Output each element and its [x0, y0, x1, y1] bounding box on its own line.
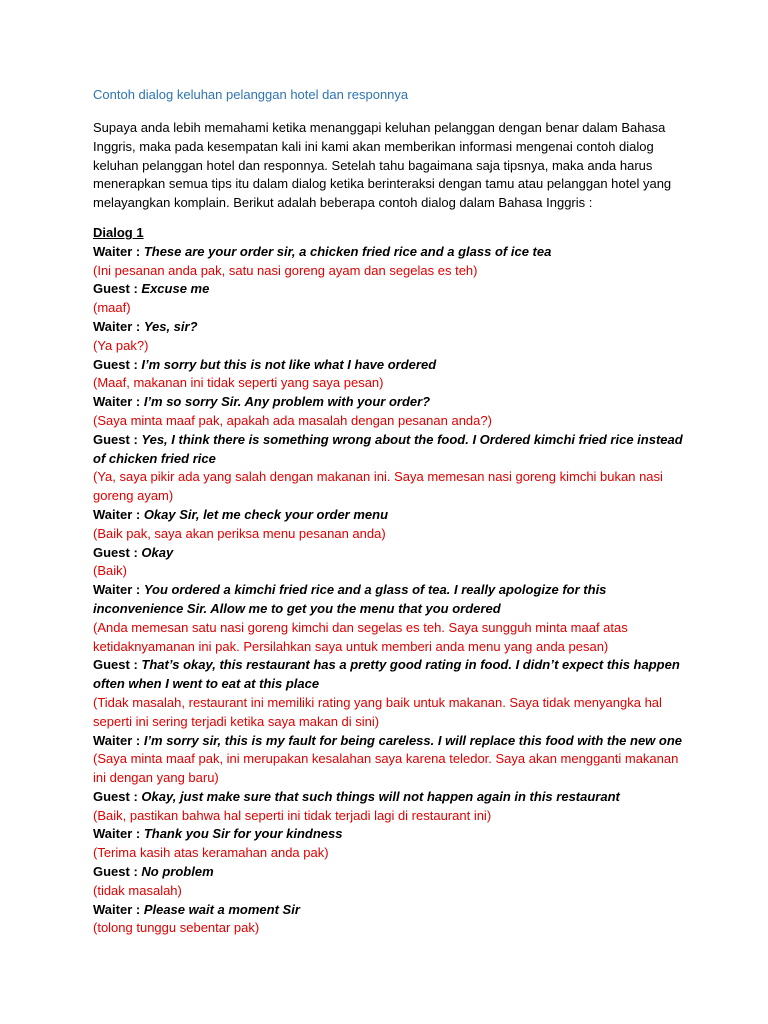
translation-line: (tidak masalah) — [93, 882, 182, 898]
speaker-label: Guest : — [93, 431, 142, 447]
speaker-label: Waiter : — [93, 582, 144, 598]
translation-line: (Baik pak, saya akan periksa menu pesanan anda) — [93, 525, 386, 541]
speaker-label: Waiter : — [93, 243, 144, 259]
translation-line: (Baik) — [93, 563, 127, 579]
translation-line: (Saya minta maaf pak, ini merupakan kesalahan saya karena teledor. Saya akan mengganti makanan ini dengan yang baru) — [93, 751, 679, 786]
translation-line: (tolong tunggu sebentar pak) — [93, 920, 260, 936]
translation-line: (Terima kasih atas keramahan anda pak) — [93, 845, 329, 861]
utterance: You ordered a kimchi fried rice and a glass of tea. I really apologize for this inconvenience Sir. Allow me to get you the menu that you ordered — [93, 582, 607, 616]
speaker-label: Waiter : — [93, 394, 144, 410]
utterance: These are your order sir, a chicken fried rice and a glass of ice tea — [143, 243, 552, 259]
dialog-line — [93, 732, 693, 751]
dialog-heading: Dialog 1 — [93, 224, 144, 240]
document-page — [93, 86, 693, 938]
utterance: Yes, sir? — [143, 318, 198, 334]
speaker-label: Waiter : — [93, 318, 144, 334]
speaker-label: Guest : — [93, 788, 142, 804]
translation-line: (Saya minta maaf pak, apakah ada masalah dengan pesanan anda?) — [93, 412, 492, 428]
intro-paragraph: Supaya anda lebih memahami ketika menanggapi keluhan pelanggan dengan benar dalam Bahasa Inggris, maka pada kesempatan kali ini kami akan memberikan informasi mengenai contoh dialog keluhan pelanggan hotel dan responnya. Setelah tahu bagaimana saja tipsnya, maka anda harus menerapkan semua tips itu dalam dialog ketika berinteraksi dengan tamu atau pelanggan hotel yang melayangkan komplain. Berikut adalah beberapa contoh dialog dalam Bahasa Inggris : — [93, 120, 672, 211]
dialog-line — [93, 863, 693, 882]
translation-line: (Maaf, makanan ini tidak seperti yang saya pesan) — [93, 375, 384, 391]
utterance: I’m so sorry Sir. Any problem with your order? — [143, 394, 431, 410]
speaker-label: Waiter : — [93, 506, 144, 522]
dialog-line — [93, 544, 693, 563]
utterance: Please wait a moment Sir — [143, 901, 300, 917]
utterance: Excuse me — [141, 281, 210, 297]
speaker-label: Waiter : — [93, 901, 144, 917]
dialog-line — [93, 356, 693, 375]
translation-line: (Ya, saya pikir ada yang salah dengan makanan ini. Saya memesan nasi goreng kimchi bukan nasi goreng ayam) — [93, 469, 663, 504]
dialog-line — [93, 581, 693, 619]
dialog-body — [93, 243, 693, 938]
dialog-line — [93, 825, 693, 844]
speaker-label: Guest : — [93, 281, 142, 297]
utterance: That’s okay, this restaurant has a pretty good rating in food. I didn’t expect this happen often when I went to eat at this place — [93, 657, 680, 692]
translation-line: (Ini pesanan anda pak, satu nasi goreng ayam dan segelas es teh) — [93, 262, 478, 278]
dialog-line — [93, 431, 693, 469]
utterance: No problem — [141, 864, 214, 880]
speaker-label: Waiter : — [93, 826, 144, 842]
utterance: Okay, just make sure that such things will not happen again in this restaurant — [141, 788, 620, 804]
dialog-line — [93, 788, 693, 807]
dialog-line — [93, 393, 693, 412]
translation-line: (Tidak masalah, restaurant ini memiliki rating yang baik untuk makanan. Saya tidak menyangka hal seperti ini sering terjadi ketika saya makan di sini) — [93, 694, 662, 729]
utterance: Thank you Sir for your kindness — [143, 826, 343, 842]
dialog-line — [93, 318, 693, 337]
utterance: Okay — [141, 544, 174, 560]
dialog-line — [93, 280, 693, 299]
utterance: I’m sorry sir, this is my fault for being careless. I will replace this food with the new one — [143, 732, 683, 748]
dialog-line — [93, 506, 693, 525]
speaker-label: Waiter : — [93, 732, 144, 748]
dialog-line — [93, 901, 693, 920]
translation-line: (maaf) — [93, 300, 131, 316]
dialog-line — [93, 656, 693, 694]
translation-line: (Baik, pastikan bahwa hal seperti ini tidak terjadi lagi di restaurant ini) — [93, 807, 492, 823]
translation-line: (Anda memesan satu nasi goreng kimchi dan segelas es teh. Saya sungguh minta maaf atas ketidaknyamanan ini pak. Persilahkan saya untuk memberi anda menu yang anda pesan) — [93, 619, 628, 654]
speaker-label: Guest : — [93, 657, 142, 673]
translation-line: (Ya pak?) — [93, 337, 149, 353]
speaker-label: Guest : — [93, 356, 142, 372]
utterance: I’m sorry but this is not like what I have ordered — [141, 356, 437, 372]
speaker-label: Guest : — [93, 864, 142, 880]
dialog-line — [93, 243, 693, 262]
utterance: Okay Sir, let me check your order menu — [143, 506, 389, 522]
speaker-label: Guest : — [93, 544, 142, 560]
utterance: Yes, I think there is something wrong about the food. I Ordered kimchi fried rice instead of chicken fried rice — [93, 431, 683, 466]
document-title: Contoh dialog keluhan pelanggan hotel dan responnya — [93, 87, 409, 102]
